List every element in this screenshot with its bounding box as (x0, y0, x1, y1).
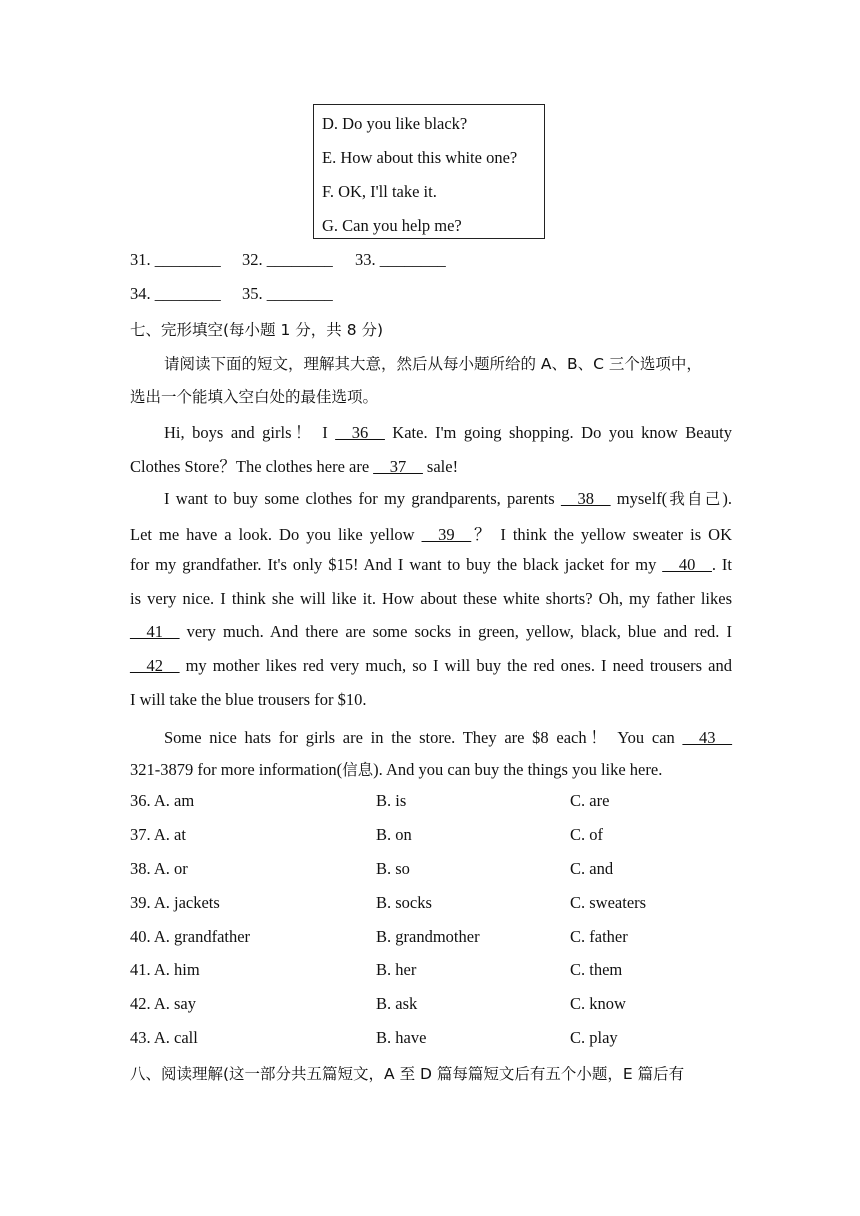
question-42-option-b[interactable]: B. ask (376, 994, 418, 1013)
blank-43[interactable]: __43__ (682, 728, 732, 747)
blank-41[interactable]: __41__ (130, 622, 180, 641)
question-39-option-c[interactable]: C. sweaters (570, 893, 647, 912)
question-38-option-c[interactable]: C. and (570, 859, 614, 878)
question-38-option-b[interactable]: B. so (376, 859, 410, 878)
passage-line: __41__ very much. And there are some socks in green, yellow, black, blue and red. I (130, 622, 732, 641)
question-42-option-a[interactable]: 42. A. say (130, 994, 196, 1013)
section7-instruction-2: 选出一个能填入空白处的最佳选项。 (130, 388, 379, 406)
options-box (313, 104, 545, 239)
question-39-option-a[interactable]: 39. A. jackets (130, 893, 220, 912)
question-40-option-c[interactable]: C. father (570, 927, 628, 946)
option-d: D. Do you like black? (322, 114, 468, 133)
option-e: E. How about this white one? (322, 148, 518, 167)
question-42-option-c[interactable]: C. know (570, 994, 626, 1013)
blank-36[interactable]: __36__ (335, 423, 385, 442)
blank-34[interactable]: 34. ________ (130, 284, 221, 303)
question-37-option-a[interactable]: 37. A. at (130, 825, 186, 844)
blank-39[interactable]: __39__ (421, 525, 472, 544)
blank-42[interactable]: __42__ (130, 656, 180, 675)
passage-line: __42__ my mother likes red very much, so I will buy the red ones. I need trousers and (130, 656, 732, 675)
blank-31[interactable]: 31. ________ (130, 250, 221, 269)
passage-line: I want to buy some clothes for my grandparents, parents __38__ myself(我自己). (164, 489, 732, 508)
question-40-option-b[interactable]: B. grandmother (376, 927, 480, 946)
passage-line: for my grandfather. It's only $15! And I want to buy the black jacket for my __40__. It (130, 555, 732, 574)
passage-line: Let me have a look. Do you like yellow __39__？ I think the yellow sweater is OK (130, 525, 732, 544)
question-36-option-a[interactable]: 36. A. am (130, 791, 195, 810)
passage-line: Clothes Store？The clothes here are __37__ sale! (130, 457, 459, 476)
section8-heading: 八、阅读理解(这一部分共五篇短文，A 至 D 篇每篇短文后有五个小题，E 篇后有 (130, 1065, 685, 1083)
passage-line: Hi, boys and girls！ I __36__ Kate. I'm going shopping. Do you know Beauty (164, 423, 733, 442)
passage-line: Some nice hats for girls are in the store. They are $8 each！ You can __43__ (164, 728, 732, 747)
blank-37[interactable]: __37__ (373, 457, 423, 476)
passage-line: I will take the blue trousers for $10. (130, 690, 367, 709)
question-36-option-b[interactable]: B. is (376, 791, 407, 810)
option-g: G. Can you help me? (322, 216, 462, 235)
blank-38[interactable]: __38__ (560, 489, 611, 508)
question-40-option-a[interactable]: 40. A. grandfather (130, 927, 251, 946)
blank-35[interactable]: 35. ________ (242, 284, 333, 303)
blank-32[interactable]: 32. ________ (242, 250, 333, 269)
question-43-option-c[interactable]: C. play (570, 1028, 618, 1047)
question-36-option-c[interactable]: C. are (570, 791, 610, 810)
question-39-option-b[interactable]: B. socks (376, 893, 432, 912)
passage-line: is very nice. I think she will like it. How about these white shorts? Oh, my father likes (130, 589, 732, 608)
question-37-option-c[interactable]: C. of (570, 825, 603, 844)
question-43-option-a[interactable]: 43. A. call (130, 1028, 198, 1047)
section7-heading: 七、完形填空(每小题 1 分，共 8 分) (130, 321, 384, 339)
question-37-option-b[interactable]: B. on (376, 825, 412, 844)
blank-40[interactable]: __40__ (662, 555, 712, 574)
question-41-option-a[interactable]: 41. A. him (130, 960, 200, 979)
question-43-option-b[interactable]: B. have (376, 1028, 427, 1047)
question-38-option-a[interactable]: 38. A. or (130, 859, 188, 878)
blank-33[interactable]: 33. ________ (355, 250, 446, 269)
option-f: F. OK, I'll take it. (322, 182, 437, 201)
question-41-option-b[interactable]: B. her (376, 960, 417, 979)
question-41-option-c[interactable]: C. them (570, 960, 623, 979)
section7-instruction-1: 请阅读下面的短文，理解其大意，然后从每小题所给的 A、B、C 三个选项中， (164, 355, 702, 373)
passage-line: 321-3879 for more information(信息). And you can buy the things you like here. (130, 760, 663, 779)
